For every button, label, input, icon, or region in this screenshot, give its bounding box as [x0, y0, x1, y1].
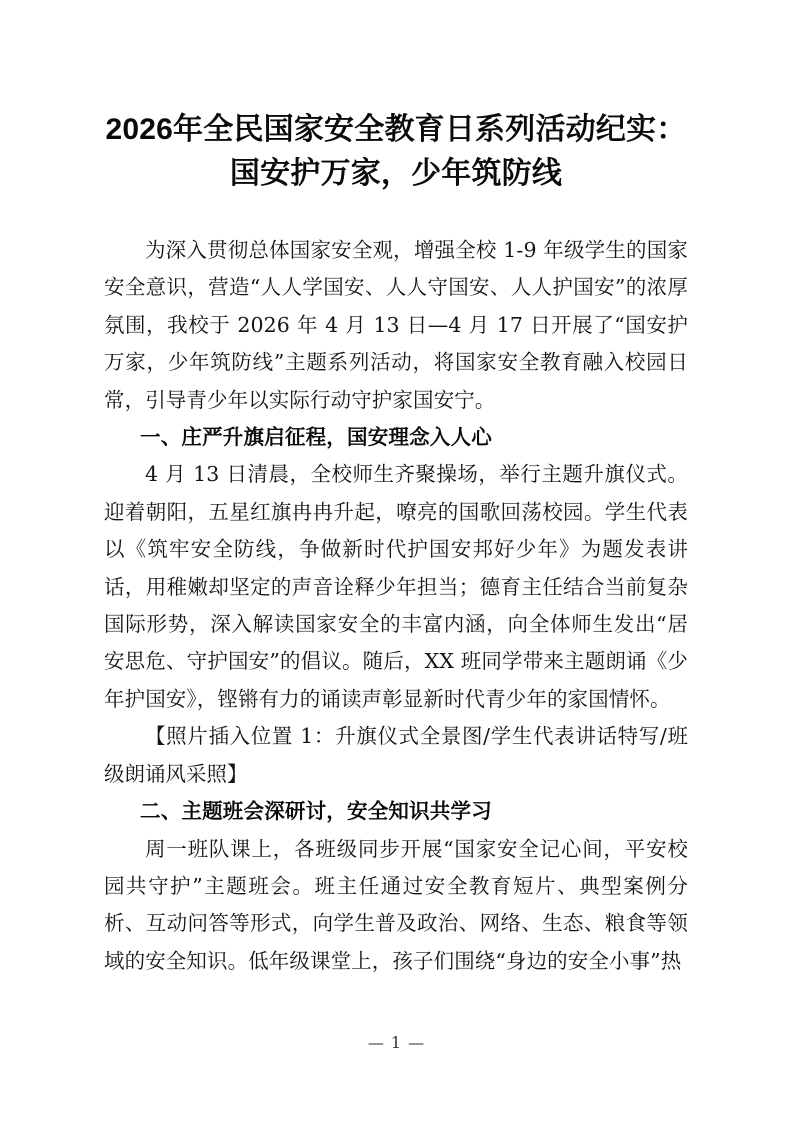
page-footer [0, 1032, 793, 1054]
section-heading-2: 二、主题班会深研讨，安全知识共学习 [140, 800, 492, 824]
photo-insert-placeholder-1: 【照片插入位置 1：升旗仪式全景图/学生代表讲话特写/班级朗诵风采照】 [104, 724, 688, 786]
page-title-line-2: 国安护万家，少年筑防线 [229, 157, 563, 190]
page-title [104, 108, 688, 196]
section-heading-1: 一、庄严升旗启征程，国安理念入人心 [140, 426, 492, 450]
section-2-body-paragraph: 周一班队课上，各班级同步开展“国家安全记心间，平安校园共守护”主题班会。班主任通过安全教育短片、典型案例分析、互动问答等形式，向学生普及政治、网络、生态、粮食等领域的安全知识。低年级课堂上，孩子们围绕“身边的安全小事”热 [104, 836, 688, 973]
document-body [104, 232, 688, 980]
page-number: — 1 — [367, 1033, 426, 1052]
section-1-body-paragraph: 4 月 13 日清晨，全校师生齐聚操场，举行主题升旗仪式。迎着朝阳，五星红旗冉冉升起，嘹亮的国歌回荡校园。学生代表以《筑牢安全防线，争做新时代护国安邦好少年》为题发表讲话，用稚嫩却坚定的声音诠释少年担当；德育主任结合当前复杂国际形势，深入解读国家安全的丰富内涵，向全体师生发出“居安思危、守护国安”的倡议。随后，XX 班同学带来主题朗诵《少年护国安》，铿锵有力的诵读声彰显新时代青少年的家国情怀。 [104, 462, 688, 711]
page-title-line-1: 2026年全民国家安全教育日系列活动纪实： [105, 113, 687, 146]
intro-paragraph: 为深入贯彻总体国家安全观，增强全校 1-9 年级学生的国家安全意识，营造“人人学国安、人人守国安、人人护国安”的浓厚氛围，我校于 2026 年 4 月 13 日—4 月 17 日开展了“国安护万家，少年筑防线”主题系列活动，将国家安全教育融入校园日常，引导青少年以实际行动守护家国安宁。 [104, 238, 688, 412]
